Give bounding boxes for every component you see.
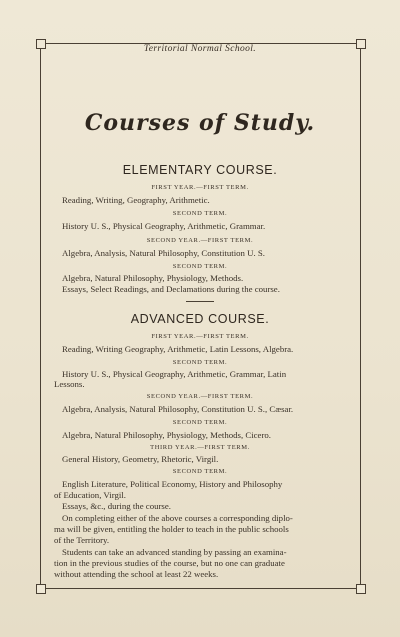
course-line: Lessons.: [54, 379, 85, 389]
border-right: [360, 43, 361, 588]
course-line: English Literature, Political Economy, History and Philosophy: [62, 479, 283, 489]
section-divider: [186, 301, 214, 302]
corner-ornament: [36, 584, 46, 594]
course-line: Algebra, Analysis, Natural Philosophy, Constitution U. S.: [62, 248, 265, 258]
course-line: Algebra, Natural Philosophy, Physiology, Methods.: [62, 273, 244, 283]
course-line: Reading, Writing, Geography, Arithmetic.: [62, 195, 210, 205]
border-bottom: [40, 588, 360, 589]
course-line: Algebra, Natural Philosophy, Physiology, Methods, Cicero.: [62, 430, 271, 440]
note-line: without attending the school at least 22 weeks.: [54, 569, 219, 579]
term-label: SECOND TERM.: [172, 359, 228, 366]
term-label: SECOND TERM.: [172, 468, 228, 475]
course-line: Reading, Writing Geography, Arithmetic, Latin Lessons, Algebra.: [62, 344, 294, 354]
term-label: THIRD YEAR.—FIRST TERM.: [150, 444, 250, 451]
term-label: SECOND TERM.: [172, 263, 228, 270]
course-line: Essays, Select Readings, and Declamations during the course.: [62, 284, 280, 294]
term-label: SECOND YEAR.—FIRST TERM.: [146, 393, 254, 400]
course-line: Algebra, Analysis, Natural Philosophy, Constitution U. S., Cæsar.: [62, 404, 294, 414]
term-label: SECOND TERM.: [172, 419, 228, 426]
note-line: of the Territory.: [54, 535, 110, 545]
elementary-heading: ELEMENTARY COURSE.: [122, 163, 278, 177]
term-label: SECOND TERM.: [172, 210, 228, 217]
page-title: Courses of Study.: [84, 110, 316, 136]
course-line: History U. S., Physical Geography, Arithmetic, Grammar, Latin: [62, 369, 287, 379]
running-header: Territorial Normal School.: [143, 44, 257, 54]
corner-ornament: [356, 584, 366, 594]
term-label: FIRST YEAR.—FIRST TERM.: [151, 333, 249, 340]
note-line: tion in the previous studies of the course, but no one can graduate: [54, 558, 285, 568]
note-line: ma will be given, entitling the holder to teach in the public schools: [54, 524, 289, 534]
course-line: Essays, &c., during the course.: [62, 501, 171, 511]
note-line: Students can take an advanced standing by passing an examina-: [62, 547, 287, 557]
course-line: History U. S., Physical Geography, Arithmetic, Grammar.: [62, 221, 266, 231]
advanced-heading: ADVANCED COURSE.: [130, 312, 270, 326]
course-line: of Education, Virgil.: [54, 490, 126, 500]
term-label: SECOND YEAR.—FIRST TERM.: [146, 237, 254, 244]
term-label: FIRST YEAR.—FIRST TERM.: [151, 184, 249, 191]
note-line: On completing either of the above courses a corresponding diplo-: [62, 513, 293, 523]
course-line: General History, Geometry, Rhetoric, Virgil.: [62, 454, 219, 464]
